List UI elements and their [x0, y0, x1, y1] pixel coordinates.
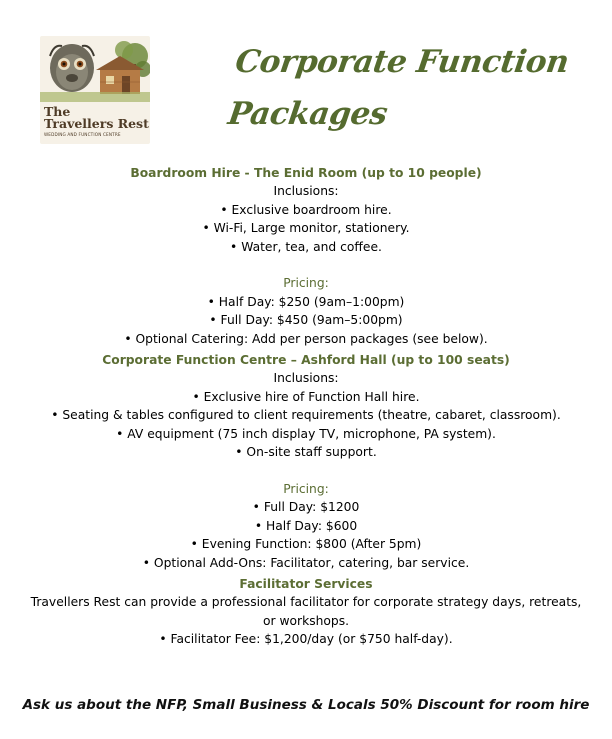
function-centre-pricing-item: • Evening Function: $800 (After 5pm): [190, 537, 422, 552]
travellers-rest-logo: [40, 36, 150, 144]
function-centre-section: [20, 351, 592, 572]
facilitator-heading: Facilitator Services: [239, 576, 373, 591]
function-centre-inclusion-item: • On-site staff support.: [235, 445, 377, 460]
facilitator-fee: • Facilitator Fee: $1,200/day (or $750 half-day).: [159, 632, 453, 647]
facilitator-description-line2: or workshops.: [262, 613, 350, 628]
boardroom-heading: Boardroom Hire - The Enid Room (up to 10 people): [130, 166, 482, 180]
logo-name-line1: The: [44, 104, 71, 119]
page-title: [225, 36, 580, 140]
function-centre-heading: Corporate Function Centre – Ashford Hall (up to 100 seats): [102, 353, 510, 368]
page-title-line2: Packages: [225, 96, 390, 132]
function-centre-inclusion-item: • Exclusive hire of Function Hall hire.: [192, 389, 420, 404]
facilitator-section: [20, 575, 592, 649]
document-content: [20, 164, 592, 649]
boardroom-inclusion-item: • Wi-Fi, Large monitor, stationery.: [202, 221, 410, 236]
logo-subtitle: WEDDING AND FUNCTION CENTRE: [44, 132, 121, 137]
boardroom-pricing-item: • Full Day: $450 (9am–5:00pm): [209, 313, 403, 328]
function-centre-pricing-item: • Half Day: $600: [254, 518, 358, 533]
function-centre-pricing-item: • Full Day: $1200: [252, 500, 360, 515]
page-title-line1: Corporate Function: [233, 44, 572, 80]
discount-footer: Ask us about the NFP, Small Business & Locals 50% Discount for room hire: [22, 697, 590, 713]
logo-name-line2: Travellers Rest: [44, 116, 149, 131]
function-centre-inclusion-item: • AV equipment (75 inch display TV, microphone, PA system).: [116, 426, 496, 441]
boardroom-inclusion-item: • Exclusive boardroom hire.: [220, 202, 392, 217]
boardroom-pricing-item: • Optional Catering: Add per person packages (see below).: [124, 331, 488, 346]
boardroom-inclusions-label: Inclusions:: [273, 184, 339, 199]
facilitator-description-line1: Travellers Rest can provide a professional facilitator for corporate strategy days, retreats,: [30, 595, 582, 610]
boardroom-section: [20, 164, 592, 348]
logo-wordmark: [44, 106, 150, 137]
function-centre-pricing-label: Pricing:: [283, 481, 329, 496]
boardroom-inclusion-item: • Water, tea, and coffee.: [230, 239, 382, 254]
boardroom-pricing-label: Pricing:: [283, 276, 329, 291]
function-centre-inclusion-item: • Seating & tables configured to client requirements (theatre, cabaret, classroom).: [51, 408, 561, 423]
function-centre-inclusions-label: Inclusions:: [273, 371, 339, 386]
boardroom-pricing-item: • Half Day: $250 (9am–1:00pm): [207, 294, 405, 309]
function-centre-pricing-item: • Optional Add-Ons: Facilitator, catering, bar service.: [142, 555, 470, 570]
